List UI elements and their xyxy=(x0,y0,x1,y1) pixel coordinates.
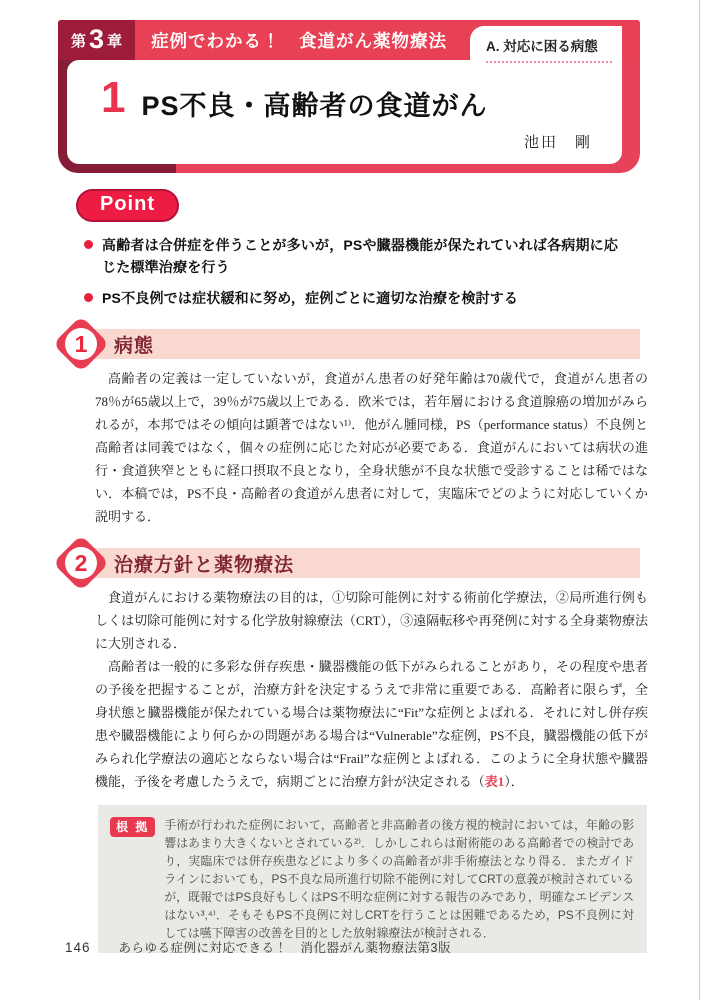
evidence-text: 手術が行われた症例において，高齢者と非高齢者の後方視的検討においては，年齢の影響はあまり大きくないとされている²⁾．しかしこれらは耐術能のある高齢者での検討であり，実臨床では併存疾患などにより多くの高齢者が非手術療法となり得る．またガイドラインにおいても，PS不良な局所進行切除不能例に対してCRTの意義が検討されているが，既報ではPS良好もしくはPS不明な症例に対する報告のみであり，明確なエビデンスはない³,⁴⁾．そもそもPS不良例に対しCRTを行うことは困難であるため，PS不良例に対しては嚥下障害の改善を目的とした放射線療法が検討される． xyxy=(164,818,634,941)
point-list xyxy=(76,234,632,309)
section-1-number-icon xyxy=(58,321,104,367)
section-1-header xyxy=(78,329,640,359)
dotted-divider xyxy=(486,61,612,63)
section-1 xyxy=(58,329,648,528)
page-edge-line xyxy=(699,0,700,1000)
chapter-suffix: 章 xyxy=(107,32,123,50)
page-number: 146 xyxy=(65,940,91,955)
article-number: 1 xyxy=(101,73,126,122)
section-2-number-icon xyxy=(58,540,104,586)
article-title-frame xyxy=(58,60,640,173)
section-2 xyxy=(58,548,648,793)
chapter-badge xyxy=(58,20,135,60)
table-reference: 表1 xyxy=(484,774,505,790)
section-1-number: 1 xyxy=(65,328,97,360)
section-tab xyxy=(470,26,622,74)
section-1-title: 病態 xyxy=(114,335,155,357)
author-name: 池田 剛 xyxy=(523,134,592,151)
paragraph-text: ）． xyxy=(504,774,524,790)
section-2-paragraph-2 xyxy=(95,655,648,793)
section-tab-label: A. 対応に困る病態 xyxy=(486,39,598,54)
article-title-block xyxy=(67,60,622,164)
section-1-body xyxy=(95,367,648,528)
point-box xyxy=(76,189,632,309)
bullet-icon xyxy=(84,240,93,249)
section-2-paragraph-1: 食道がんにおける薬物療法の目的は，①切除可能例に対する術前化学療法，②局所進行例もしくは切除可能例に対する化学放射線療法（CRT），③遠隔転移や再発例に対する全身薬物療法に大別される． xyxy=(95,590,648,652)
section-2-body xyxy=(95,586,648,793)
point-item xyxy=(84,287,632,309)
point-badge: Point xyxy=(76,189,179,222)
section-2-number: 2 xyxy=(65,547,97,579)
chapter-title: 症例でわかる！ 食道がん薬物療法 xyxy=(151,30,448,51)
chapter-header xyxy=(58,20,640,173)
evidence-box xyxy=(98,805,647,953)
paragraph-text: 高齢者は一般的に多彩な併存疾患・臓器機能の低下がみられることがあり，その程度や患者の予後を把握することが，治療方針を決定するうえで非常に重要である．高齢者に限らず，全身状態と臓器機能が保たれている場合は薬物療法に“Fit”な症例とよばれる．それに対し併存疾患や臓器機能により何らかの問題がある場合は“Vulnerable”な症例，PS不良，臓器機能の低下がみられ化学療法の適応とならない場合は“Frail”な症例とよばれる．このように全身状態や臓器機能，予後を考慮したうえで，病期ごとに治療方針が決定される（ xyxy=(95,659,648,790)
chapter-prefix: 第 xyxy=(71,32,87,50)
book-title: あらゆる症例に対応できる！ 消化器がん薬物療法第3版 xyxy=(118,941,451,955)
section-2-header xyxy=(78,548,640,578)
section-1-paragraph: 高齢者の定義は一定していないが，食道がん患者の好発年齢は70歳代で，食道がん患者の78％が65歳以上で，39％が75歳以上である．欧米では，若年層における食道腺癌の増加がみられるが，本邦ではその傾向は顕著ではない¹⁾．他がん腫同様，PS（performance status）不良例と高齢者は同義ではなく，個々の症例に応じた対応が必要である．食道がんにおいては病状の進行・食道狭窄とともに経口摂取不良となり，全身状態が不良な状態で受診することは稀ではない．本稿では，PS不良・高齢者の食道がん患者に対して，実臨床でどのように対応していくか説明する． xyxy=(95,371,648,525)
section-2-title: 治療方針と薬物療法 xyxy=(114,554,295,576)
article-title-row xyxy=(101,73,596,123)
bullet-icon xyxy=(84,293,93,302)
point-item xyxy=(84,234,632,279)
evidence-badge: 根 拠 xyxy=(110,817,155,837)
point-item-text: PS不良例では症状緩和に努め，症例ごとに適切な治療を検討する xyxy=(102,289,519,306)
chapter-number: 3 xyxy=(89,23,105,54)
point-item-text: 高齢者は合併症を伴うことが多いが，PSや臓器機能が保たれていれば各病期に応じた標準治療を行う xyxy=(102,237,619,276)
page-footer xyxy=(65,938,451,956)
article-title: PS不良・高齢者の食道がん xyxy=(141,91,488,121)
